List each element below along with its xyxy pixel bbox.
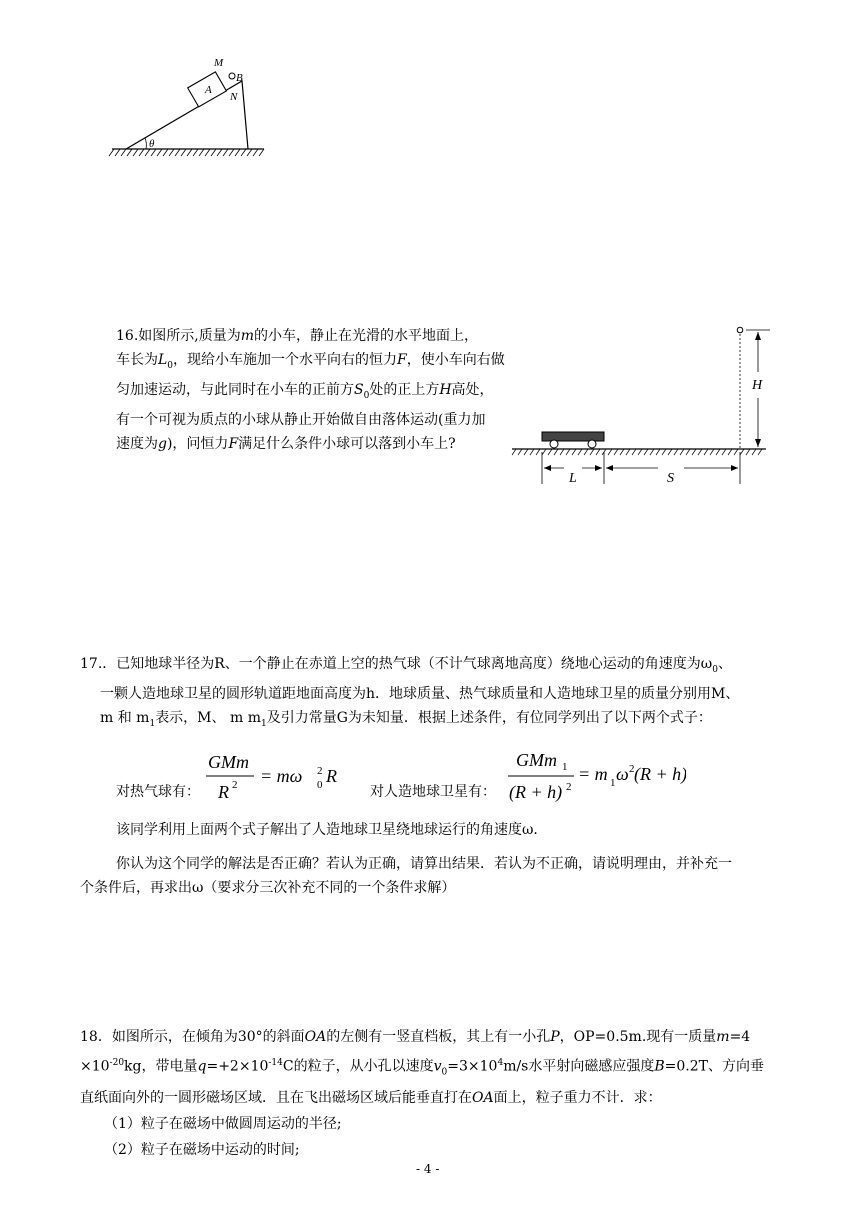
length-l-label: L [569, 471, 577, 486]
q17-line-2: 一颗人造地球卫星的圆形轨道距地面高度为h．地球质量、热气球质量和人造地球卫星的质量分别用M、 [100, 685, 740, 702]
f1-denominator: R [218, 782, 229, 802]
f1-rhs-r: R [326, 766, 337, 786]
height-h-label: H [752, 378, 763, 393]
q17-paragraphs [80, 818, 796, 900]
cart-figure [508, 322, 772, 490]
svg-text:2: 2 [232, 779, 238, 791]
theta-label: θ [149, 138, 155, 150]
f2-numerator: GMm [516, 750, 557, 770]
q18-line-1: 18．如图所示，在倾角为30°的斜面OA的左侧有一竖直档板，其上有一小孔P，OP=0.5m.现有一质量m=4 [80, 1029, 751, 1045]
block-a-label: A [205, 84, 212, 96]
balloon-label: 对热气球有： [116, 784, 200, 800]
q17-para-1: 该同学利用上面两个式子解出了人造地球卫星绕地球运行的角速度ω． [116, 822, 548, 838]
f2-rhs-omega: ω [616, 764, 629, 784]
question-17 [80, 652, 780, 736]
q18-line-2: $\times 10^{-20}kg$，带电量$q=+2\times 10^{-14}C$的粒子，从小孔以速度$v_0=3\times 10^4m/s$水平射向磁感应强度B=0.2T、方向垂 [80, 1058, 765, 1078]
f1-numerator: GMm [208, 752, 249, 772]
svg-text:2: 2 [629, 763, 635, 775]
q17-line-3: m 和 $m_1$表示，M、 m $m_1$及引力常量G为未知量．根据上述条件，有位同学列出了以下两个式子： [100, 709, 712, 729]
page-number: - 4 - [416, 1162, 440, 1176]
svg-text:2: 2 [317, 765, 323, 777]
point-n-label: N [230, 91, 238, 103]
svg-text:1: 1 [562, 761, 568, 773]
q17-para-2b: 个条件后，再求出ω（要求分三次补充不同的一个条件求解） [80, 880, 456, 896]
question-16 [116, 324, 506, 456]
f2-rhs-paren: (R + h) [634, 764, 686, 784]
formula-satellite [506, 744, 686, 812]
svg-text:1: 1 [610, 777, 616, 789]
f2-rhs: = m [578, 764, 608, 784]
q18-line-3: 直纸面向外的一圆形磁场区域．且在飞出磁场区域后能垂直打在OA面上，粒子重力不计．求： [80, 1090, 662, 1107]
point-m-label: M [214, 57, 224, 69]
f1-rhs: = mω [260, 766, 303, 786]
svg-text:2: 2 [566, 781, 572, 793]
satellite-label: 对人造地球卫星有： [370, 784, 496, 800]
q16-line-3: 匀加速运动，与此同时在小车的正前方$S_0$处的正上方H高处， [116, 381, 494, 401]
point-b-label: B [236, 72, 243, 84]
svg-text:0: 0 [317, 779, 323, 791]
f2-denominator: (R + h) [509, 782, 563, 802]
formula-balloon [204, 746, 354, 814]
question-18 [80, 1024, 800, 1163]
distance-s-label: S [667, 471, 674, 486]
q16-line-4: 有一个可视为质点的小球从静止开始做自由落体运动(重力加 [116, 411, 486, 428]
q16-line-2: 车长为$L_0$，现给小车施加一个水平向右的恒力F，使小车向右做 [116, 352, 505, 371]
q16-line-5: 速度为g)，问恒力F满足什么条件小球可以落到小车上? [116, 435, 456, 452]
q16-line-1: 16.如图所示,质量为m的小车，静止在光滑的水平地面上， [116, 328, 478, 344]
incline-figure [108, 52, 270, 162]
q18-item-2: （2）粒子在磁场中运动的时间; [104, 1142, 300, 1159]
q18-item-1: （1）粒子在磁场中做圆周运动的半径; [104, 1116, 342, 1133]
q17-para-2: 你认为这个同学的解法是否正确？若认为正确，请算出结果．若认为不正确，请说明理由，并补充一 [116, 856, 732, 872]
q17-line-1: 17.．已知地球半径为R、一个静止在赤道上空的热气球（不计气球离地高度）绕地心运动的角速度为$\omega_0$、 [80, 656, 732, 675]
